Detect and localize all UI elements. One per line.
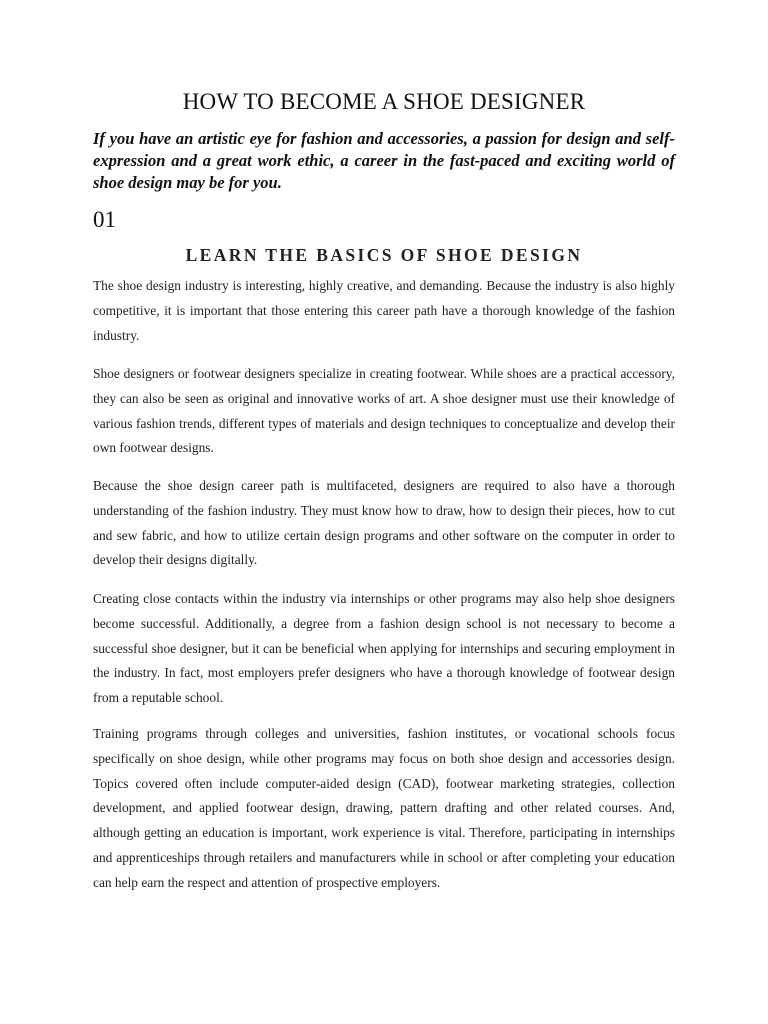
- body-paragraph: Shoe designers or footwear designers specialize in creating footwear. While shoes are a practical accessory, they can also be seen as original and innovative works of art. A shoe designer must use their knowledge of various fashion trends, different types of materials and design techniques to conceptualize and develop their own footwear designs.: [93, 366, 675, 456]
- body-paragraph: The shoe design industry is interesting, highly creative, and demanding. Because the industry is also highly competitive, it is important that those entering this career path have a thorough knowledge of the fashion industry.: [93, 278, 675, 343]
- document-title: HOW TO BECOME A SHOE DESIGNER: [182, 89, 586, 114]
- body-paragraph: Creating close contacts within the industry via internships or other programs may also help shoe designers become successful. Additionally, a degree from a fashion design school is not necessary to become a successful shoe designer, but it can be beneficial when applying for internships and securing employment in the industry. In fact, most employers prefer designers who have a thorough knowledge of footwear design from a reputable school.: [93, 591, 675, 706]
- step-number: 01: [93, 207, 116, 232]
- body-paragraph: Because the shoe design career path is multifaceted, designers are required to also have a thorough understanding of the fashion industry. They must know how to draw, how to design their pieces, how to cut and sew fabric, and how to utilize certain design programs and other software on the computer in order to develop their designs digitally.: [93, 478, 675, 568]
- intro-paragraph: If you have an artistic eye for fashion and accessories, a passion for design and self-expression and a great work ethic, a career in the fast-paced and exciting world of shoe design may be for you.: [93, 129, 675, 192]
- section-heading: LEARN THE BASICS OF SHOE DESIGN: [185, 245, 583, 265]
- document-page: [93, 0, 675, 890]
- body-paragraph: Training programs through colleges and universities, fashion institutes, or vocational schools focus specifically on shoe design, while other programs may focus on both shoe design and accessories design. Topics covered often include computer-aided design (CAD), footwear marketing strategies, collection development, and applied footwear design, drawing, pattern drafting and other related courses. And, although getting an education is important, work experience is vital. Therefore, participating in internships and apprenticeships through retailers and manufacturers while in school or after completing your education can help earn the respect and attention of prospective employers.: [93, 726, 675, 890]
